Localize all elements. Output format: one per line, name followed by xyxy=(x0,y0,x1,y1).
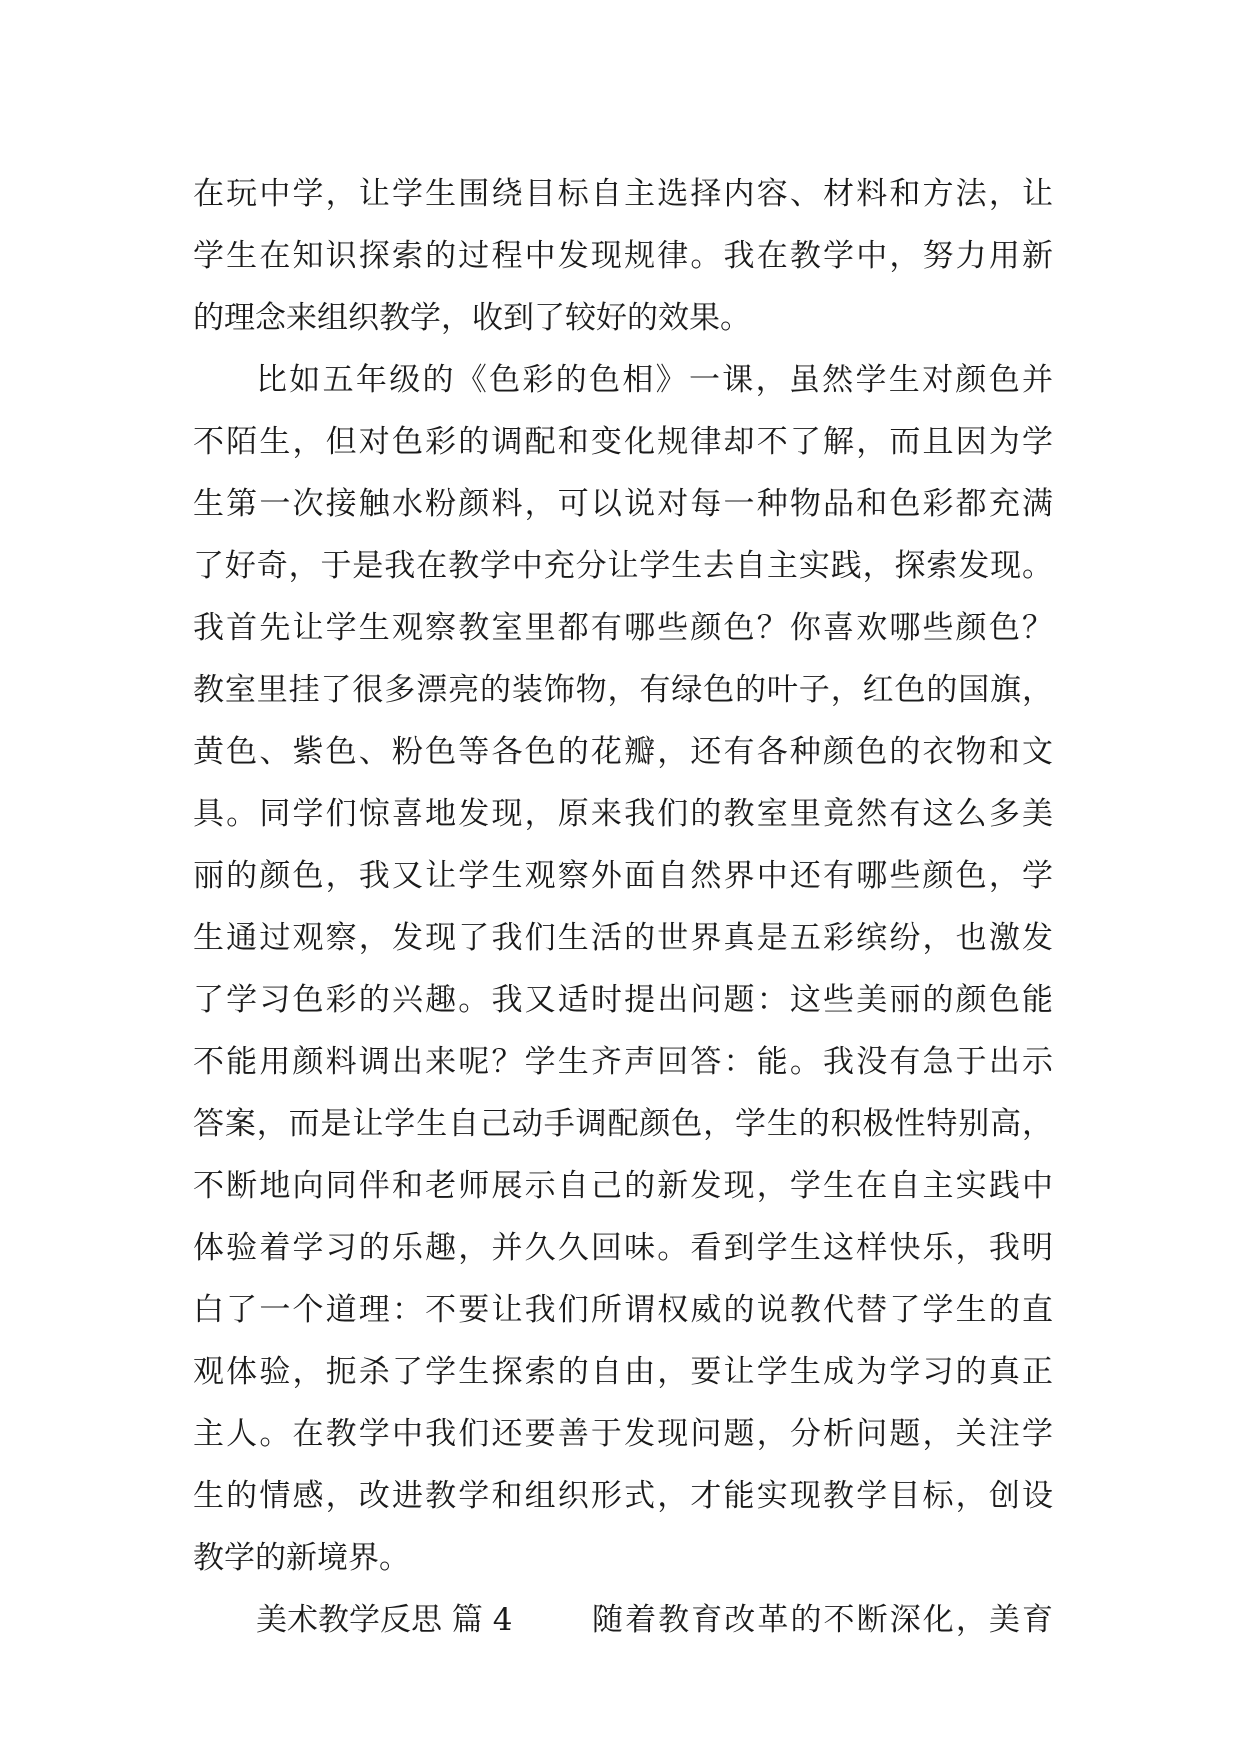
text-line: 教学的新境界。 xyxy=(193,1540,410,1576)
text-line: 不断地向同伴和老师展示自己的新发现，学生在自主实践中 xyxy=(193,1168,1053,1204)
text-line: 不能用颜料调出来呢？学生齐声回答：能。我没有急于出示 xyxy=(193,1044,1053,1080)
paragraph-first-line: 比如五年级的《色彩的色相》一课，虽然学生对颜色并 xyxy=(256,362,1053,398)
text-line: 具。同学们惊喜地发现，原来我们的教室里竟然有这么多美 xyxy=(193,796,1053,832)
text-line: 答案，而是让学生自己动手调配颜色，学生的积极性特别高， xyxy=(193,1106,1053,1142)
text-line: 生通过观察，发现了我们生活的世界真是五彩缤纷，也激发 xyxy=(193,920,1053,956)
section-first-line: 随着教育改革的不断深化，美育 xyxy=(592,1602,1053,1638)
text-line: 生的情感，改进教学和组织形式，才能实现教学目标，创设 xyxy=(193,1478,1053,1514)
text-line: 我首先让学生观察教室里都有哪些颜色？你喜欢哪些颜色？ xyxy=(193,610,1053,646)
text-line: 黄色、紫色、粉色等各色的花瓣，还有各种颜色的衣物和文 xyxy=(193,734,1053,770)
text-line: 生第一次接触水粉颜料，可以说对每一种物品和色彩都充满 xyxy=(193,486,1053,522)
text-line: 教室里挂了很多漂亮的装饰物，有绿色的叶子，红色的国旗， xyxy=(193,672,1053,708)
text-line: 体验着学习的乐趣，并久久回味。看到学生这样快乐，我明 xyxy=(193,1230,1053,1266)
text-line: 主人。在教学中我们还要善于发现问题，分析问题，关注学 xyxy=(193,1416,1053,1452)
text-line: 在玩中学，让学生围绕目标自主选择内容、材料和方法，让 xyxy=(193,176,1053,212)
section-heading: 美术教学反思 篇 4 xyxy=(256,1602,513,1638)
text-line: 丽的颜色，我又让学生观察外面自然界中还有哪些颜色，学 xyxy=(193,858,1053,894)
text-line: 观体验，扼杀了学生探索的自由，要让学生成为学习的真正 xyxy=(193,1354,1053,1390)
text-line: 的理念来组织教学，收到了较好的效果。 xyxy=(193,300,751,336)
text-line: 了好奇，于是我在教学中充分让学生去自主实践，探索发现。 xyxy=(193,548,1053,584)
text-line: 学生在知识探索的过程中发现规律。我在教学中，努力用新 xyxy=(193,238,1053,274)
text-line: 不陌生，但对色彩的调配和变化规律却不了解，而且因为学 xyxy=(193,424,1053,460)
text-line: 白了一个道理：不要让我们所谓权威的说教代替了学生的直 xyxy=(193,1292,1053,1328)
text-line: 了学习色彩的兴趣。我又适时提出问题：这些美丽的颜色能 xyxy=(193,982,1053,1018)
